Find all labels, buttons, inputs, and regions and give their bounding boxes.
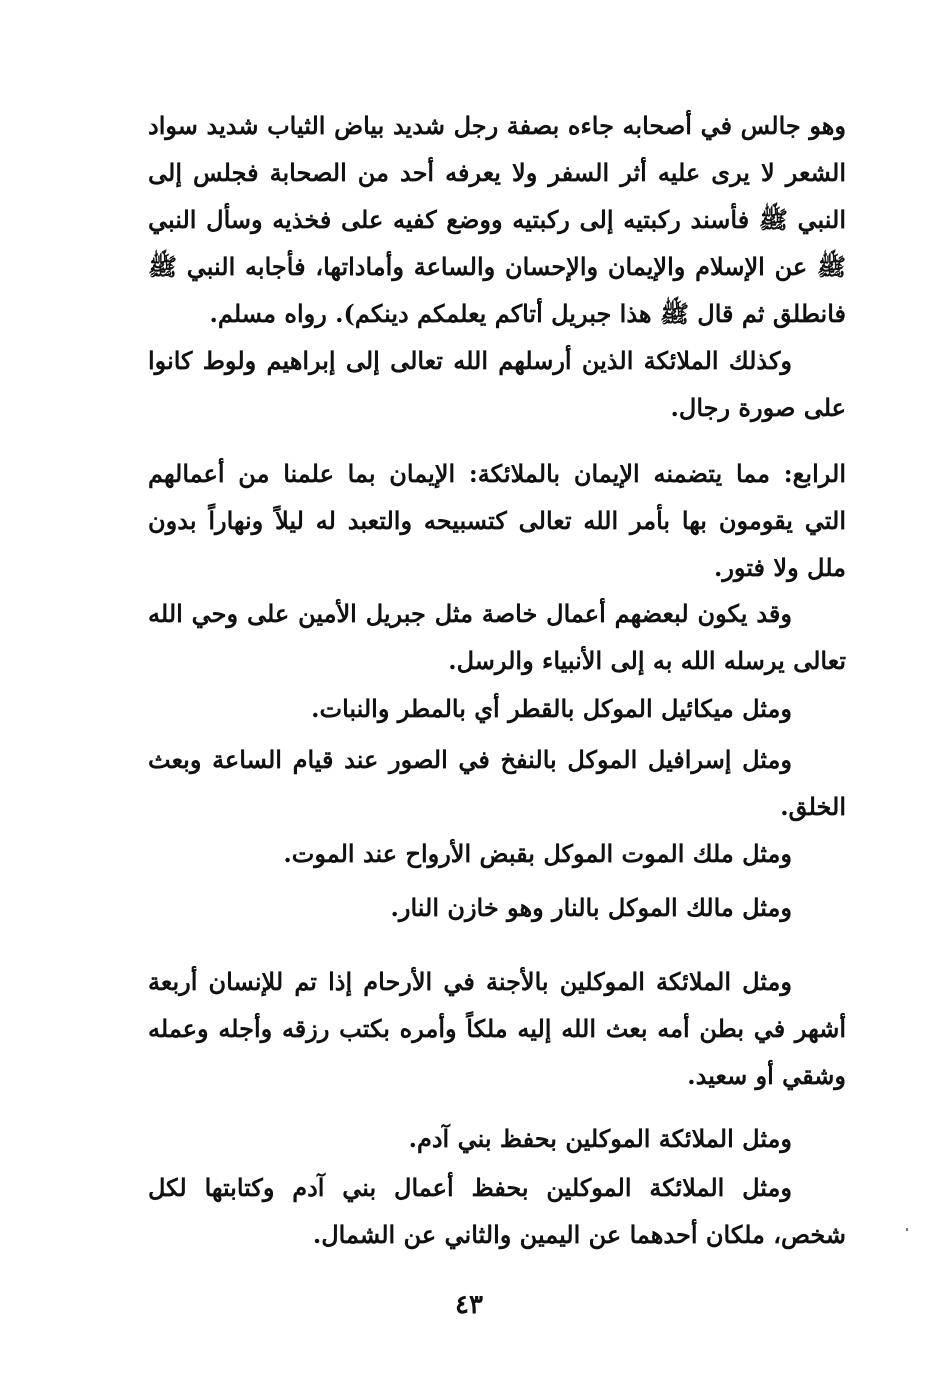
paragraph-angel-of-death: ومثل ملك الموت الموكل بقبض الأرواح عند الموت. <box>283 839 792 868</box>
paragraph-angels-ibrahim-lut: وكذلك الملائكة الذين أرسلهم الله تعالى إلى إبراهيم ولوط كانوا على صورة رجال. <box>148 346 846 422</box>
paragraph-angels-wombs: ومثل الملائكة الموكلين بالأجنة في الأرحام إذا تم للإنسان أربعة أشهر في بطن أمه بعث الله إليه ملكاً وأمره بكتب رزقه وأجله وعمله وشقي أو سعيد. <box>148 967 846 1090</box>
paragraph-israfil: ومثل إسرافيل الموكل بالنفخ في الصور عند قيام الساعة وبعث الخلق. <box>148 745 846 821</box>
paragraph-hadith-jibril: وهو جالس في أصحابه جاءه بصفة رجل شديد بياض الثياب شديد سواد الشعر لا يرى عليه أثر السفر ولا يعرفه أحد من الصحابة فجلس إلى النبي ﷺ فأسند ركبتيه إلى ركبتيه ووضع كفيه على فخذيه وسأل النبي ﷺ عن الإسلام والإيمان والإحسان والساعة وأماداتها، فأجابه النبي ﷺ فانطلق ثم قال ﷺ هذا جبريل أتاكم يعلمكم دينكم). رواه مسلم. <box>148 111 846 328</box>
paragraph-recording-angels: ومثل الملائكة الموكلين بحفظ أعمال بني آدم وكتابتها لكل شخص، ملكان أحدهما عن اليمين والثاني عن الشمال. <box>148 1173 846 1249</box>
paragraph-malik: ومثل مالك الموكل بالنار وهو خازن النار. <box>390 893 792 922</box>
paragraph-mikail: ومثل ميكائيل الموكل بالقطر أي بالمطر والنبات. <box>311 694 792 723</box>
scan-speck <box>906 1228 908 1231</box>
page-number: ٤٣ <box>455 1290 483 1320</box>
paragraph-jibril-revelation: وقد يكون لبعضهم أعمال خاصة مثل جبريل الأمين على وحي الله تعالى يرسله الله به إلى الأنبياء والرسل. <box>148 599 846 675</box>
paragraph-guardian-angels: ومثل الملائكة الموكلين بحفظ بني آدم. <box>408 1124 792 1153</box>
paragraph-fourth-point: الرابع: مما يتضمنه الإيمان بالملائكة: الإيمان بما علمنا من أعمالهم التي يقومون بها بأمر الله تعالى كتسبيحه والتعبد له ليلاً ونهاراً بدون ملل ولا فتور. <box>148 459 846 582</box>
